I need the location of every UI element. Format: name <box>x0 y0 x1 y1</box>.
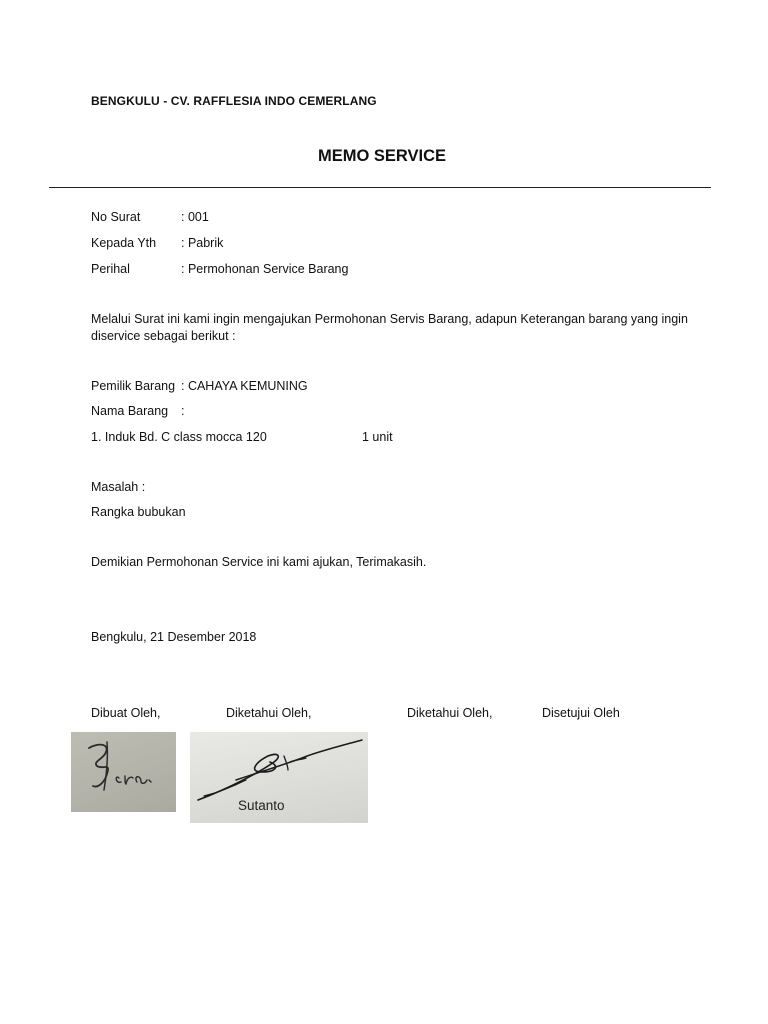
owner-label: Pemilik Barang <box>91 379 176 393</box>
field-no-surat-label: No Surat <box>91 210 141 224</box>
problem-value: Rangka bubukan <box>91 505 186 519</box>
title-divider <box>49 187 711 188</box>
owner-value: : CAHAYA KEMUNING <box>181 379 308 393</box>
closing-sentence: Demikian Permohonan Service ini kami ajukan, Terimakasih. <box>91 555 427 569</box>
item-name-value: : <box>181 404 185 418</box>
item-name-label: Nama Barang <box>91 404 169 418</box>
field-perihal-value: : Permohonan Service Barang <box>181 262 349 276</box>
signature-label-diketahui-1: Diketahui Oleh, <box>226 706 312 720</box>
handwritten-signature-1 <box>71 732 176 812</box>
item-row-qty: 1 unit <box>362 430 393 444</box>
field-no-surat-value: : 001 <box>181 210 209 224</box>
intro-paragraph: Melalui Surat ini kami ingin mengajukan Permohonan Servis Barang, adapun Keterangan barang yang ingin diservice sebagai berikut : <box>91 312 688 343</box>
signature-label-dibuat: Dibuat Oleh, <box>91 706 161 720</box>
problem-label: Masalah : <box>91 480 146 494</box>
item-row-name: 1. Induk Bd. C class mocca 120 <box>91 430 267 444</box>
signature-image-1 <box>71 732 176 812</box>
place-date: Bengkulu, 21 Desember 2018 <box>91 630 257 644</box>
company-header: BENGKULU - CV. RAFFLESIA INDO CEMERLANG <box>91 94 377 108</box>
field-perihal-label: Perihal <box>91 262 130 276</box>
signature-label-diketahui-2: Diketahui Oleh, <box>407 706 493 720</box>
signature-image-2 <box>190 732 368 823</box>
signature-label-disetujui: Disetujui Oleh <box>542 706 620 720</box>
field-kepada-label: Kepada Yth <box>91 236 157 250</box>
field-kepada-value: : Pabrik <box>181 236 224 250</box>
document-title: MEMO SERVICE <box>317 147 447 165</box>
signature-name: Sutanto <box>238 798 285 813</box>
